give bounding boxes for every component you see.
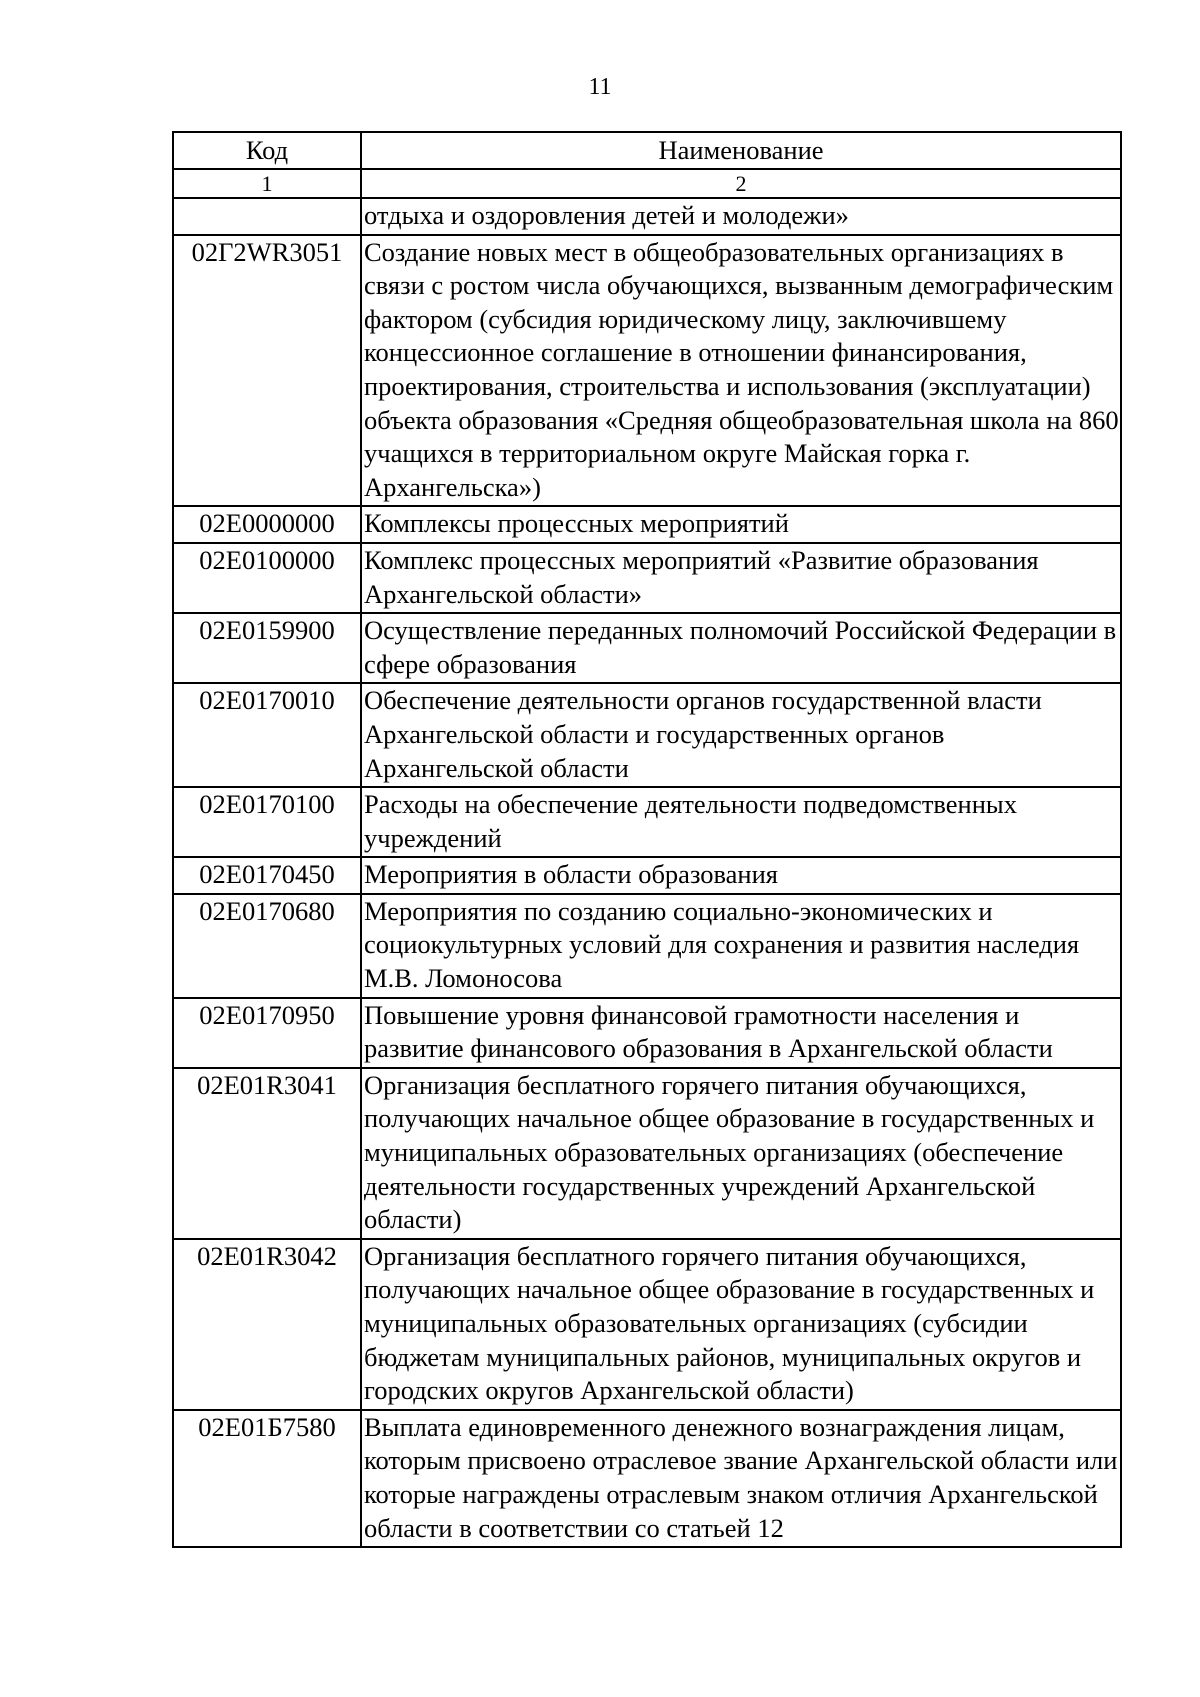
table-row [173,894,1121,998]
row-name: отдыха и оздоровления детей и молодежи» [361,198,1121,235]
table-header [173,132,1121,198]
table-row [173,543,1121,613]
table-row [173,613,1121,683]
budget-code-table [172,131,1122,1548]
row-name: Организация бесплатного горячего питания обучающихся, получающих начальное общее образование в государственных и муниципальных образовательных организациях (субсидии бюджетам муниципальных районов, муниципальных округов и городских округов Архангельской области) [361,1239,1121,1410]
row-code: 02Е0170450 [173,857,361,894]
row-code: 02Е0170100 [173,787,361,857]
row-name: Комплекс процессных мероприятий «Развитие образования Архангельской области» [361,543,1121,613]
header-name: Наименование [361,132,1121,169]
row-code: 02Е0000000 [173,506,361,543]
column-number-name: 2 [361,169,1121,198]
row-code: 02Е01R3042 [173,1239,361,1410]
row-name: Обеспечение деятельности органов государственной власти Архангельской области и государственных органов Архангельской области [361,683,1121,787]
table-row [173,1410,1121,1547]
row-code: 02Е0100000 [173,543,361,613]
row-code: 02Е0170950 [173,998,361,1068]
table-row [173,1068,1121,1239]
row-name: Выплата единовременного денежного вознаграждения лицам, которым присвоено отраслевое звание Архангельской области или которые награждены отраслевым знаком отличия Архангельской области в соответствии со статьей 12 [361,1410,1121,1547]
row-code: 02Е01R3041 [173,1068,361,1239]
row-name: Повышение уровня финансовой грамотности населения и развитие финансового образования в Архангельской области [361,998,1121,1068]
row-name: Создание новых мест в общеобразовательных организациях в связи с ростом числа обучающихся, вызванным демографическим фактором (субсидия юридическому лицу, заключившему концессионное соглашение в отношении финансирования, проектирования, строительства и использования (эксплуатации) объекта образования «Средняя общеобразовательная школа на 860 учащихся в территориальном округе Майская горка г. Архангельска») [361,235,1121,507]
row-name: Организация бесплатного горячего питания обучающихся, получающих начальное общее образование в государственных и муниципальных образовательных организациях (обеспечение деятельности государственных учреждений Архангельской области) [361,1068,1121,1239]
row-name: Осуществление переданных полномочий Российской Федерации в сфере образования [361,613,1121,683]
row-name: Комплексы процессных мероприятий [361,506,1121,543]
header-code: Код [173,132,361,169]
table-row [173,506,1121,543]
row-name: Мероприятия в области образования [361,857,1121,894]
table-row [173,683,1121,787]
row-code [173,198,361,235]
table-row [173,857,1121,894]
table-row [173,787,1121,857]
row-code: 02Е0170680 [173,894,361,998]
table-body [173,198,1121,1547]
row-code: 02Е0159900 [173,613,361,683]
page-number: 11 [588,74,612,100]
row-code: 02Г2WR3051 [173,235,361,507]
table-row [173,998,1121,1068]
header-row [173,132,1121,169]
row-code: 02Е0170010 [173,683,361,787]
row-name: Мероприятия по созданию социально-экономических и социокультурных условий для сохранения и развития наследия М.В. Ломоносова [361,894,1121,998]
column-number-code: 1 [173,169,361,198]
row-name: Расходы на обеспечение деятельности подведомственных учреждений [361,787,1121,857]
table-row [173,198,1121,235]
row-code: 02Е01Б7580 [173,1410,361,1547]
table-row [173,1239,1121,1410]
table-row [173,235,1121,507]
column-number-row [173,169,1121,198]
